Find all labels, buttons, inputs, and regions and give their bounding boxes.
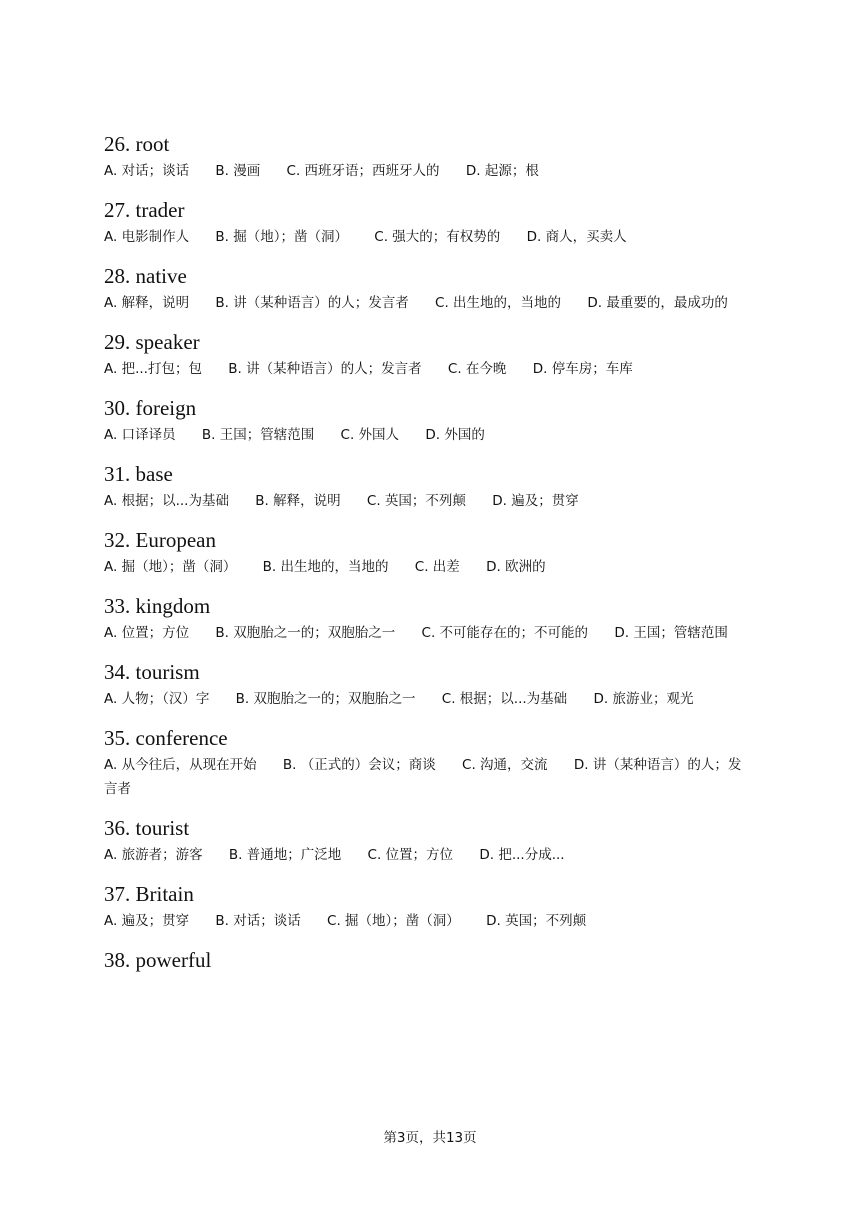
answer-option: A. 人物；（汉）字 <box>104 691 210 707</box>
question-number: 29. <box>104 330 131 354</box>
answer-option: B. 王国；管辖范围 <box>201 427 315 443</box>
answer-option: A. 根据；以...为基础 <box>104 493 229 509</box>
question-heading <box>104 329 754 355</box>
question-list <box>104 131 754 987</box>
answer-option: D. 把...分成... <box>479 847 565 863</box>
question-word: kingdom <box>135 594 211 618</box>
question-item <box>104 197 754 249</box>
answer-option: C. 掘（地）；凿（洞） <box>327 913 460 929</box>
question-heading <box>104 881 754 907</box>
question-number: 26. <box>104 132 131 156</box>
question-number: 28. <box>104 264 131 288</box>
answer-option: D. 英国；不列颠 <box>486 913 587 929</box>
option-list <box>104 357 754 381</box>
question-item <box>104 263 754 315</box>
question-item <box>104 593 754 645</box>
answer-option: C. 出生地的，当地的 <box>435 295 562 311</box>
question-word: conference <box>135 726 228 750</box>
answer-option: A. 旅游者；游客 <box>104 847 203 863</box>
question-number: 30. <box>104 396 131 420</box>
question-word: base <box>135 462 173 486</box>
question-item <box>104 527 754 579</box>
answer-option: A. 对话；谈话 <box>104 163 190 179</box>
option-list <box>104 291 754 315</box>
answer-option: D. 欧洲的 <box>486 559 546 575</box>
question-word: Britain <box>135 882 194 906</box>
question-heading <box>104 395 754 421</box>
answer-option: D. 商人，买卖人 <box>526 229 627 245</box>
answer-option: A. 电影制作人 <box>104 229 190 245</box>
question-item <box>104 131 754 183</box>
option-list <box>104 555 754 579</box>
question-heading <box>104 659 754 685</box>
question-word: European <box>135 528 216 552</box>
answer-option: B. 普通地；广泛地 <box>228 847 342 863</box>
answer-option: C. 外国人 <box>340 427 400 443</box>
answer-option: B. 漫画 <box>215 163 261 179</box>
question-word: tourist <box>135 816 190 840</box>
answer-option: D. 最重要的，最成功的 <box>587 295 728 311</box>
option-list <box>104 753 754 801</box>
question-item <box>104 725 754 801</box>
answer-option: C. 不可能存在的；不可能的 <box>421 625 589 641</box>
answer-option: C. 沟通，交流 <box>462 757 548 773</box>
answer-option: D. 讲（某种语言）的人；发言者 <box>104 757 742 797</box>
answer-option: B. 出生地的，当地的 <box>262 559 389 575</box>
answer-option: A. 掘（地）；凿（洞） <box>104 559 237 575</box>
question-heading <box>104 527 754 553</box>
question-word: trader <box>135 198 185 222</box>
answer-option: C. 西班牙语；西班牙人的 <box>286 163 440 179</box>
question-item <box>104 815 754 867</box>
answer-option: B. 讲（某种语言）的人；发言者 <box>228 361 422 377</box>
option-list <box>104 225 754 249</box>
answer-option: C. 在今晚 <box>447 361 507 377</box>
answer-option: C. 英国；不列颠 <box>366 493 466 509</box>
answer-option: D. 外国的 <box>425 427 485 443</box>
question-number: 35. <box>104 726 131 750</box>
question-heading <box>104 263 754 289</box>
question-heading <box>104 461 754 487</box>
question-number: 34. <box>104 660 131 684</box>
question-item <box>104 395 754 447</box>
question-number: 37. <box>104 882 131 906</box>
answer-option: D. 遍及；贯穿 <box>492 493 579 509</box>
option-list <box>104 621 754 645</box>
question-heading <box>104 815 754 841</box>
question-word: root <box>135 132 170 156</box>
option-list <box>104 423 754 447</box>
question-heading <box>104 593 754 619</box>
answer-option: D. 停车房；车库 <box>532 361 633 377</box>
question-item <box>104 881 754 933</box>
answer-option: B. 讲（某种语言）的人；发言者 <box>215 295 409 311</box>
question-word: speaker <box>135 330 200 354</box>
answer-option: A. 解释，说明 <box>104 295 190 311</box>
question-item <box>104 947 754 973</box>
question-heading <box>104 947 754 973</box>
question-number: 32. <box>104 528 131 552</box>
answer-option: B. （正式的）会议；商谈 <box>282 757 436 773</box>
answer-option: D. 起源；根 <box>465 163 539 179</box>
answer-option: B. 双胞胎之一的；双胞胎之一 <box>215 625 396 641</box>
answer-option: A. 口译译员 <box>104 427 176 443</box>
question-item <box>104 461 754 513</box>
question-item <box>104 329 754 381</box>
question-number: 38. <box>104 948 131 972</box>
question-heading <box>104 725 754 751</box>
question-item <box>104 659 754 711</box>
answer-option: B. 对话；谈话 <box>215 913 301 929</box>
answer-option: C. 根据；以...为基础 <box>441 691 568 707</box>
answer-option: A. 位置；方位 <box>104 625 190 641</box>
page-footer: 第3页，共13页 <box>383 1130 477 1146</box>
option-list <box>104 687 754 711</box>
option-list <box>104 909 754 933</box>
option-list <box>104 159 754 183</box>
question-heading <box>104 197 754 223</box>
answer-option: B. 掘（地）；凿（洞） <box>215 229 348 245</box>
answer-option: C. 强大的；有权势的 <box>374 229 501 245</box>
answer-option: D. 王国；管辖范围 <box>614 625 728 641</box>
question-number: 31. <box>104 462 131 486</box>
question-number: 33. <box>104 594 131 618</box>
question-number: 36. <box>104 816 131 840</box>
answer-option: C. 出差 <box>414 559 460 575</box>
question-word: powerful <box>135 948 212 972</box>
option-list <box>104 843 754 867</box>
answer-option: A. 把...打包；包 <box>104 361 202 377</box>
answer-option: A. 从今往后，从现在开始 <box>104 757 257 773</box>
option-list <box>104 489 754 513</box>
question-word: foreign <box>135 396 197 420</box>
answer-option: C. 位置；方位 <box>367 847 454 863</box>
question-number: 27. <box>104 198 131 222</box>
answer-option: D. 旅游业；观光 <box>593 691 694 707</box>
question-heading <box>104 131 754 157</box>
question-word: native <box>135 264 187 288</box>
answer-option: B. 解释，说明 <box>255 493 341 509</box>
question-word: tourism <box>135 660 200 684</box>
answer-option: B. 双胞胎之一的；双胞胎之一 <box>235 691 416 707</box>
answer-option: A. 遍及；贯穿 <box>104 913 190 929</box>
